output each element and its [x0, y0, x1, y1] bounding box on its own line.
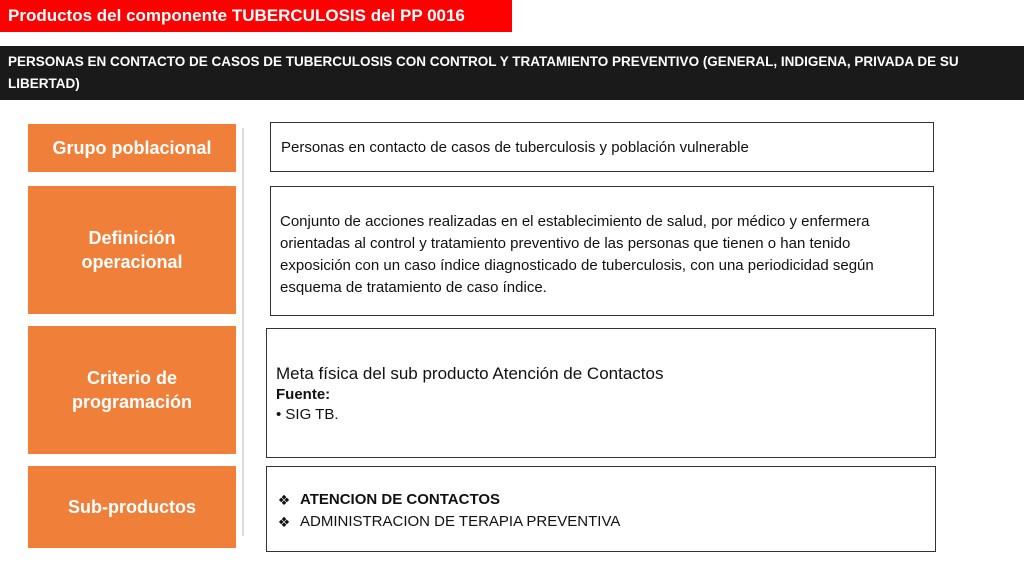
diamond-bullet-icon: ❖: [277, 514, 291, 530]
definicion-operacional-text: Conjunto de acciones realizadas en el establecimiento de salud, por médico y enfermera orientadas al control y tratamiento preventivo de las personas que tienen o han tenido exposición con un caso índice diagnosticado de tuberculosis, con una periodicidad según esquema de tratamiento de caso índice.: [280, 213, 874, 296]
criterio-text: Meta física del sub producto Atención de Contactos: [276, 364, 664, 383]
box-definicion-operacional: [270, 186, 934, 316]
grupo-poblacional-text: Personas en contacto de casos de tuberculosis y población vulnerable: [281, 138, 749, 156]
box-sub-productos: [266, 466, 936, 552]
diamond-bullet-icon: ❖: [277, 492, 291, 508]
fuente-item: • SIG TB.: [276, 406, 339, 423]
page-title: Productos del componente TUBERCULOSIS del PP 0016: [0, 0, 512, 32]
sub-producto-2: ADMINISTRACION DE TERAPIA PREVENTIVA: [300, 513, 621, 530]
label-criterio-programacion: Criterio de programación: [28, 326, 236, 454]
list-item: [276, 511, 925, 533]
list-item: [276, 489, 925, 511]
fuente-label: Fuente:: [276, 386, 331, 403]
label-grupo-poblacional: Grupo poblacional: [28, 124, 236, 172]
vertical-divider: [242, 128, 244, 536]
sub-producto-1: ATENCION DE CONTACTOS: [300, 491, 501, 508]
box-grupo-poblacional: [270, 122, 934, 172]
product-heading: PERSONAS EN CONTACTO DE CASOS DE TUBERCULOSIS CON CONTROL Y TRATAMIENTO PREVENTIVO (GENERAL, INDIGENA, PRIVADA DE SU LIBERTAD): [0, 46, 1024, 100]
box-criterio-programacion: [266, 328, 936, 458]
label-sub-productos: Sub-productos: [28, 466, 236, 548]
label-definicion-operacional: Definición operacional: [28, 186, 236, 314]
